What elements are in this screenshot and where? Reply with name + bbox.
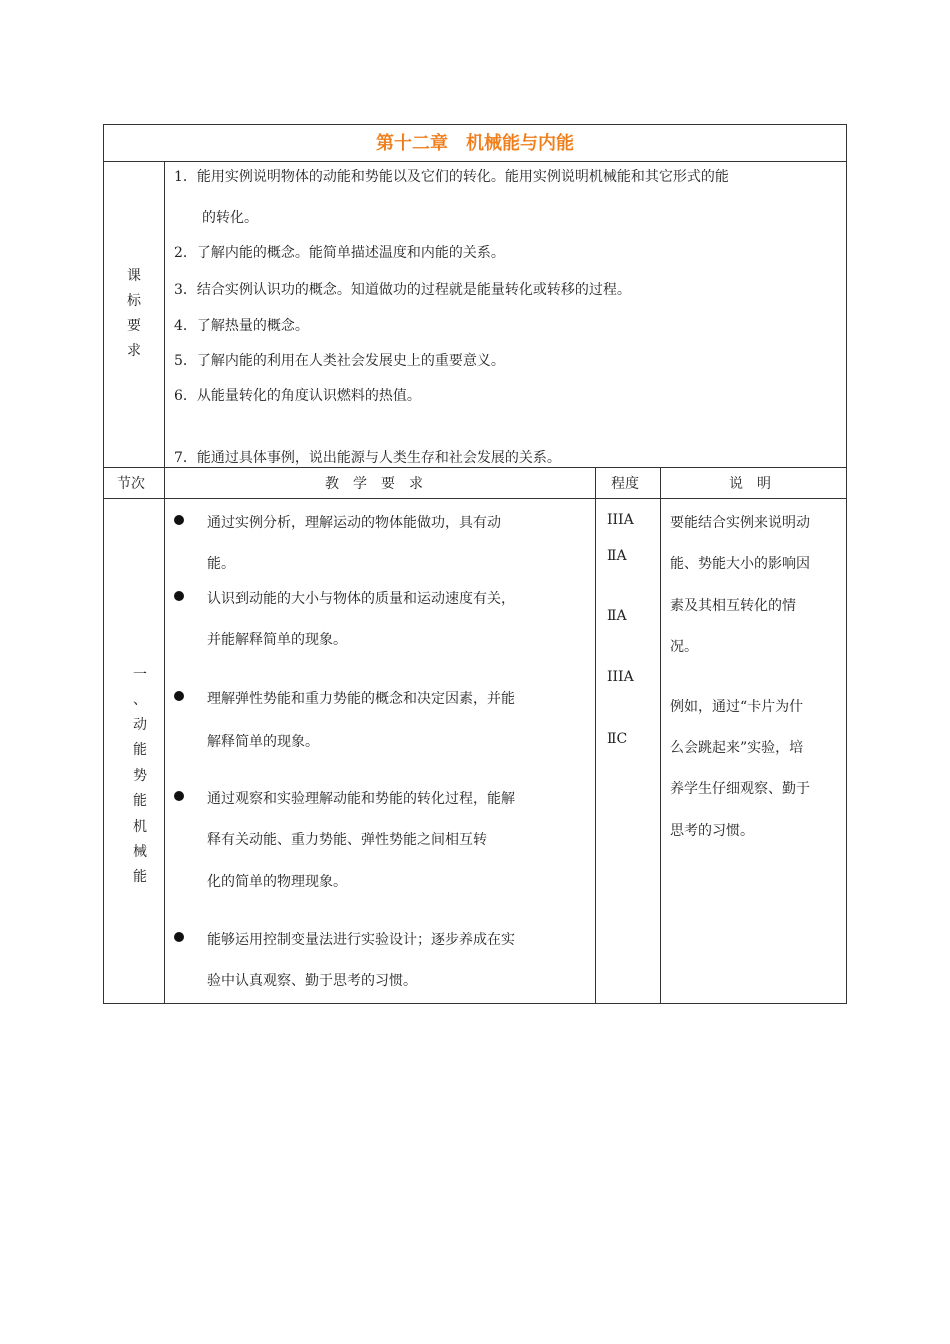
requirement-line: 验中认真观察、勤于思考的习惯。 <box>207 973 417 989</box>
bullet-icon <box>174 591 184 601</box>
label-char: 课 <box>127 268 141 284</box>
label-char: 机 <box>133 819 147 835</box>
curriculum-item: 4．了解热量的概念。 <box>174 318 309 334</box>
label-char: 械 <box>133 844 147 860</box>
level-value: IIIA <box>607 669 634 685</box>
label-char: 能 <box>133 742 147 758</box>
rule-col-level <box>595 467 596 1004</box>
curriculum-item: 1．能用实例说明物体的动能和势能以及它们的转化。能用实例说明机械能和其它形式的能 <box>174 169 729 185</box>
rule-header-top <box>103 467 847 468</box>
label-char: 能 <box>133 869 147 885</box>
label-char: 、 <box>133 692 147 708</box>
note-line: 么会跳起来”实验，培 <box>670 740 804 756</box>
rule-col-note <box>660 467 661 1004</box>
requirement-line: 能。 <box>207 556 235 572</box>
requirement-line: 理解弹性势能和重力势能的概念和决定因素，并能 <box>207 691 515 707</box>
note-line: 思考的习惯。 <box>670 823 754 839</box>
requirement-line: 释有关动能、重力势能、弹性势能之间相互转 <box>207 832 487 848</box>
label-char: 求 <box>127 343 141 359</box>
curriculum-item: 3．结合实例认识功的概念。知道做功的过程就是能量转化或转移的过程。 <box>174 282 631 298</box>
label-char: 一 <box>133 667 147 683</box>
bullet-icon <box>174 932 184 942</box>
note-line: 要能结合实例来说明动 <box>670 515 810 531</box>
curriculum-item: 6．从能量转化的角度认识燃料的热值。 <box>174 388 421 404</box>
note-line: 养学生仔细观察、勤于 <box>670 781 810 797</box>
requirement-line: 并能解释简单的现象。 <box>207 632 347 648</box>
note-line: 能、势能大小的影响因 <box>670 556 810 572</box>
chapter-title: 第十二章 机械能与内能 <box>376 133 574 154</box>
requirement-line: 通过实例分析，理解运动的物体能做功，具有动 <box>207 515 501 531</box>
label-char: 要 <box>127 318 141 334</box>
curriculum-item: 7．能通过具体事例，说出能源与人类生存和社会发展的关系。 <box>174 450 561 466</box>
header-section: 节次 <box>117 476 145 492</box>
bullet-icon <box>174 691 184 701</box>
note-line: 况。 <box>670 639 698 655</box>
label-char: 势 <box>133 768 147 784</box>
note-line: 例如，通过“卡片为什 <box>670 699 804 715</box>
curriculum-label <box>104 264 164 364</box>
level-value: ⅡC <box>607 731 628 747</box>
curriculum-item: 2．了解内能的概念。能简单描述温度和内能的关系。 <box>174 245 505 261</box>
requirement-line: 认识到动能的大小与物体的质量和运动速度有关， <box>207 591 515 607</box>
level-value: ⅡA <box>607 608 627 624</box>
label-char: 标 <box>127 293 141 309</box>
requirement-line: 化的简单的物理现象。 <box>207 874 347 890</box>
label-char: 能 <box>133 793 147 809</box>
requirement-line: 能够运用控制变量法进行实验设计；逐步养成在实 <box>207 932 515 948</box>
curriculum-item: 的转化。 <box>202 210 258 226</box>
requirement-line: 解释简单的现象。 <box>207 734 319 750</box>
bullet-icon <box>174 515 184 525</box>
level-value: ⅡA <box>607 548 627 564</box>
note-line: 素及其相互转化的情 <box>670 598 796 614</box>
level-value: IIIA <box>607 512 634 528</box>
header-note: 说 明 <box>729 476 771 492</box>
header-level: 程度 <box>611 476 639 492</box>
bullet-icon <box>174 791 184 801</box>
section-label <box>110 663 170 890</box>
rule-title-bottom <box>103 161 847 162</box>
requirement-line: 通过观察和实验理解动能和势能的转化过程，能解 <box>207 791 515 807</box>
header-requirements: 教 学 要 求 <box>325 476 423 492</box>
label-char: 动 <box>133 717 147 733</box>
curriculum-item: 5．了解内能的利用在人类社会发展史上的重要意义。 <box>174 353 505 369</box>
rule-header-bottom <box>103 498 847 499</box>
